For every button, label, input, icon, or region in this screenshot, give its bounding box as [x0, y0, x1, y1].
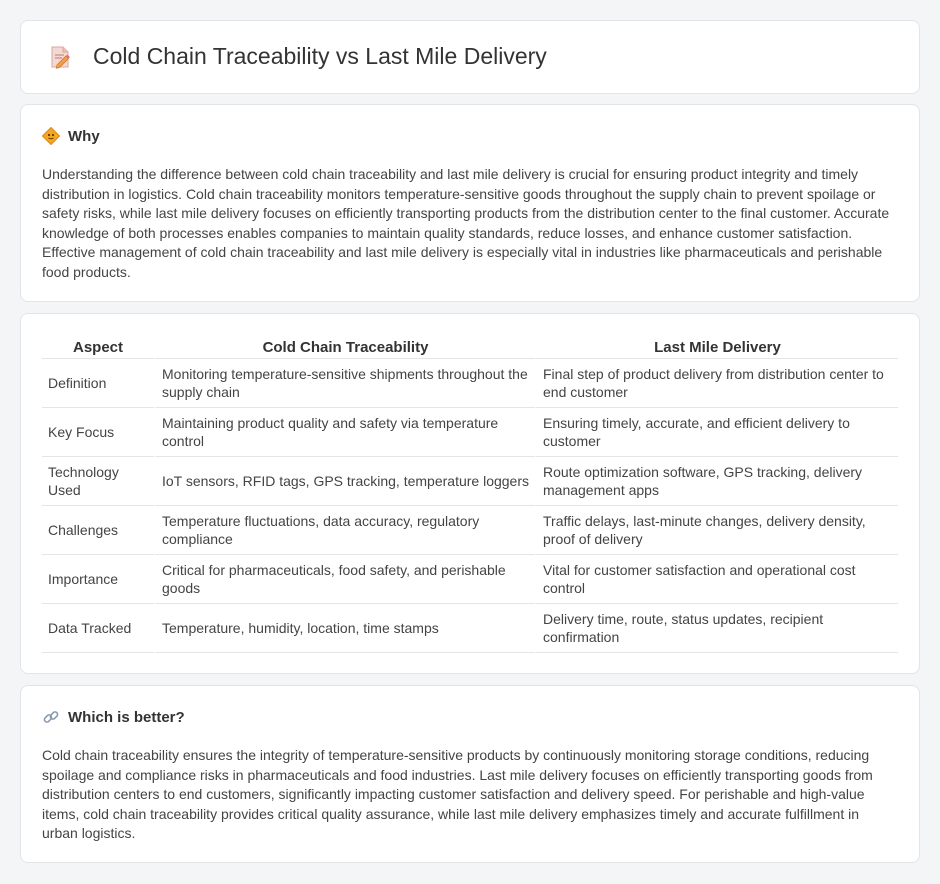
aspect-cell: Technology Used: [42, 457, 154, 506]
link-icon: [42, 708, 60, 726]
table-row: [42, 506, 898, 555]
last-mile-cell: Traffic delays, last-minute changes, delivery density, proof of delivery: [535, 506, 898, 555]
cold-chain-cell: Temperature, humidity, location, time stamps: [154, 604, 535, 653]
last-mile-cell: Final step of product delivery from distribution center to end customer: [535, 359, 898, 408]
header-cold-chain: Cold Chain Traceability: [154, 335, 535, 359]
diamond-sign-icon: [42, 127, 60, 145]
last-mile-cell: Ensuring timely, accurate, and efficient delivery to customer: [535, 408, 898, 457]
last-mile-cell: Delivery time, route, status updates, recipient confirmation: [535, 604, 898, 653]
which-is-better-section: [20, 685, 920, 863]
header-last-mile: Last Mile Delivery: [535, 335, 898, 359]
why-header: [42, 127, 100, 145]
cold-chain-cell: Monitoring temperature-sensitive shipments throughout the supply chain: [154, 359, 535, 408]
cold-chain-cell: Critical for pharmaceuticals, food safety, and perishable goods: [154, 555, 535, 604]
header-aspect: Aspect: [42, 335, 154, 359]
why-section: [20, 104, 920, 302]
aspect-cell: Importance: [42, 555, 154, 604]
title-row: [47, 43, 547, 70]
cold-chain-cell: IoT sensors, RFID tags, GPS tracking, temperature loggers: [154, 457, 535, 506]
table-row: [42, 604, 898, 653]
last-mile-cell: Route optimization software, GPS tracking, delivery management apps: [535, 457, 898, 506]
comparison-table-card: [20, 313, 920, 674]
last-mile-cell: Vital for customer satisfaction and operational cost control: [535, 555, 898, 604]
table-header-row: [42, 335, 898, 359]
better-body: Cold chain traceability ensures the integrity of temperature-sensitive products by continuously monitoring storage conditions, reducing spoilage and compliance risks in pharmaceuticals and food industries. Last mile delivery focuses on efficiently transporting goods from distribution centers to end customers, significantly impacting customer satisfaction and delivery speed. For perishable and high-value items, cold chain traceability provides critical quality assurance, while last mile delivery emphasizes timely and accurate fulfillment in urban logistics.: [42, 747, 873, 841]
aspect-cell: Definition: [42, 359, 154, 408]
title-card: [20, 20, 920, 94]
aspect-cell: Data Tracked: [42, 604, 154, 653]
table-row: [42, 359, 898, 408]
table-row: [42, 457, 898, 506]
better-header: [42, 708, 185, 726]
better-title: Which is better?: [68, 708, 185, 726]
why-body: Understanding the difference between cold chain traceability and last mile delivery is crucial for ensuring product integrity and timely distribution in logistics. Cold chain traceability monitors temperature-sensitive goods throughout the supply chain to prevent spoilage or safety risks, while last mile delivery focuses on efficiently transporting products from the distribution center to the final customer. Accurate knowledge of both processes enables companies to maintain quality standards, reduce losses, and enhance customer satisfaction. Effective management of cold chain traceability and last mile delivery is especially vital in industries like pharmaceuticals and perishable food products.: [42, 166, 890, 280]
why-title: Why: [68, 127, 100, 145]
document-pencil-icon: [47, 44, 73, 70]
comparison-table: [42, 335, 898, 653]
aspect-cell: Challenges: [42, 506, 154, 555]
cold-chain-cell: Maintaining product quality and safety via temperature control: [154, 408, 535, 457]
table-row: [42, 408, 898, 457]
aspect-cell: Key Focus: [42, 408, 154, 457]
page-title: Cold Chain Traceability vs Last Mile Delivery: [93, 43, 547, 69]
table-row: [42, 555, 898, 604]
cold-chain-cell: Temperature fluctuations, data accuracy, regulatory compliance: [154, 506, 535, 555]
